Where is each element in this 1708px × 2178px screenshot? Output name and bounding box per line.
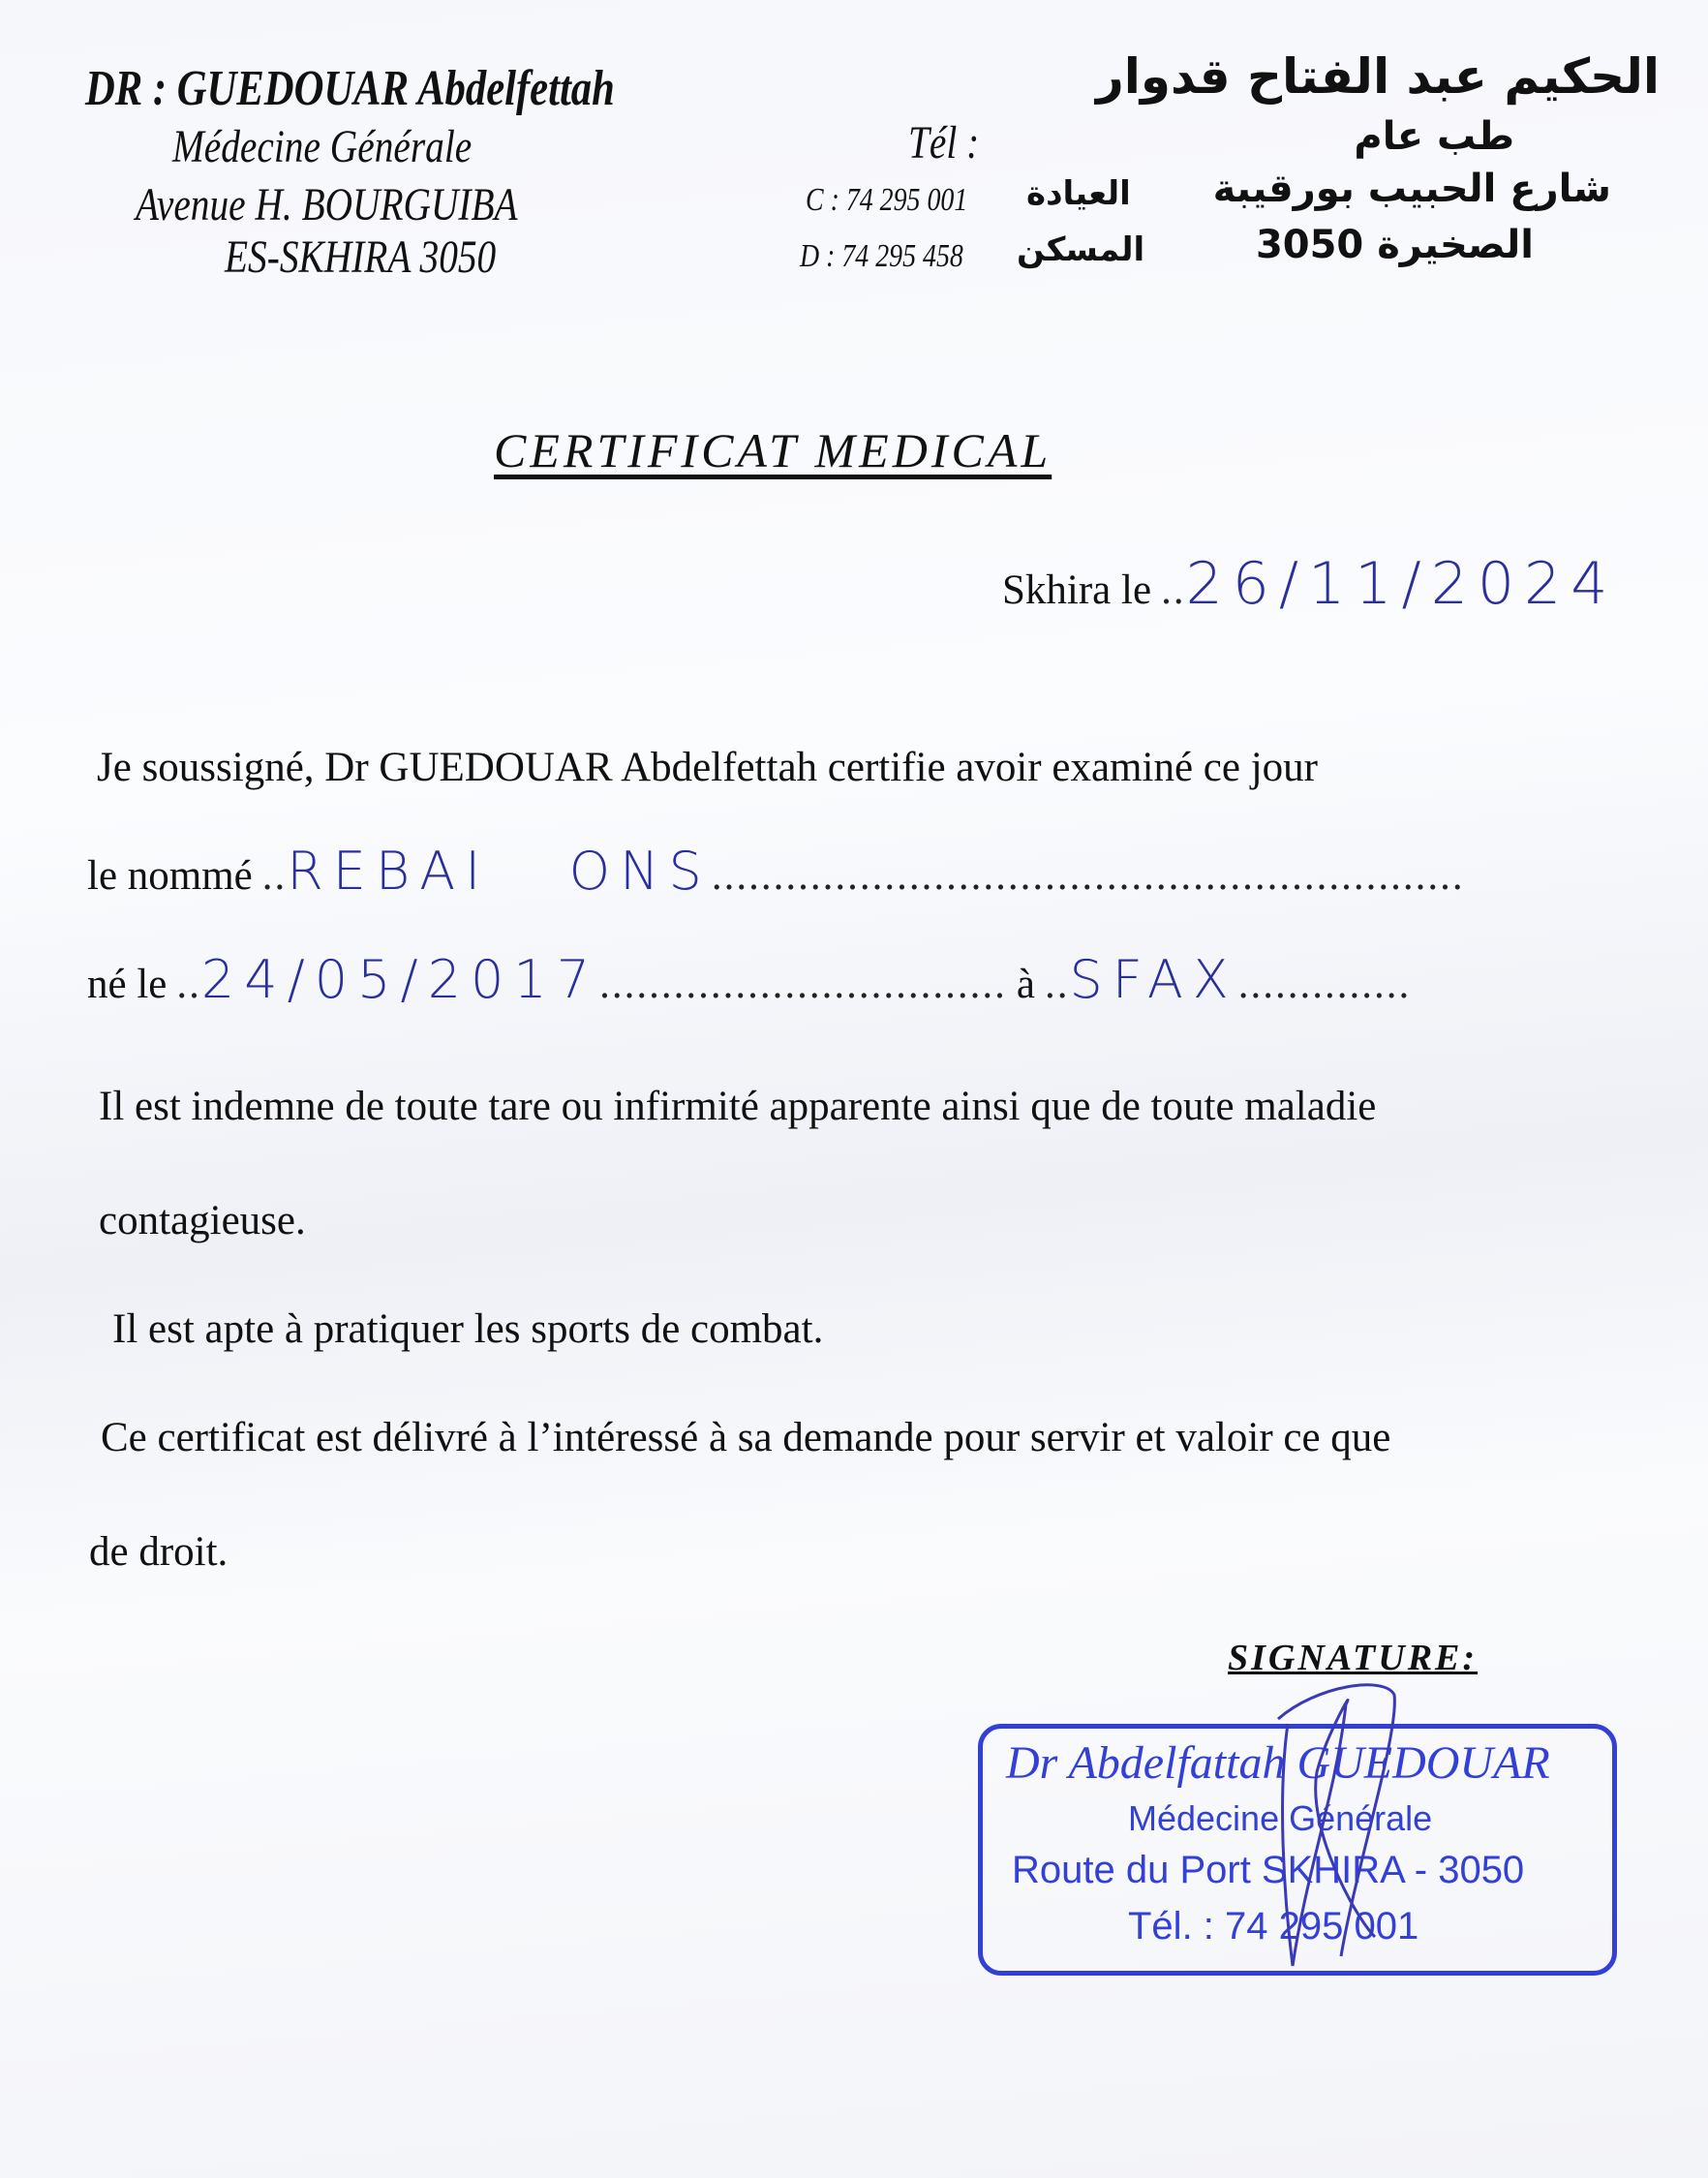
birth-place: SFAX <box>1069 949 1238 1010</box>
name-dots: ............................................................. <box>711 853 1465 899</box>
tel-cabinet-ar: العيادة <box>1026 174 1131 213</box>
name-label: le nommé <box>87 853 253 899</box>
city-ar: الصخيرة 3050 <box>1255 223 1534 267</box>
stamp-line-4: Tél. : 74 295 001 <box>1128 1905 1419 1948</box>
name-row <box>87 841 1465 902</box>
place-dots-before: .. <box>1044 962 1070 1007</box>
place-dots: .............. <box>1237 962 1412 1007</box>
tel-domicile-ar: المسكن <box>1017 230 1145 269</box>
certificate-date: 26/11/2024 <box>1185 550 1618 618</box>
body-line-5: contagieuse. <box>99 1198 306 1243</box>
signature-label: SIGNATURE: <box>1228 1638 1479 1678</box>
doctor-name-ar: الحكيم عبد الفتاح قدوار <box>1095 48 1660 105</box>
body-line-8: de droit. <box>89 1529 229 1575</box>
handwritten-signature <box>1249 1675 1443 1985</box>
specialty-ar: طب عام <box>1354 114 1514 159</box>
patient-name: REBAI ONS <box>287 841 712 902</box>
doctor-name: DR : GUEDOUAR Abdelfettah <box>85 61 615 116</box>
city: ES-SKHIRA 3050 <box>225 231 497 283</box>
birth-row <box>87 949 1411 1010</box>
address: Avenue H. BOURGUIBA <box>136 179 518 230</box>
body-line-1: Je soussigné, Dr GUEDOUAR Abdelfettah certifie avoir examiné ce jour <box>97 745 1318 790</box>
birth-dots-before: .. <box>176 962 201 1007</box>
specialty: Médecine Générale <box>172 121 473 172</box>
document-title: CERTIFICAT MEDICAL <box>494 423 1052 477</box>
birth-dots: ................................. <box>599 962 1007 1007</box>
signature-stroke <box>1278 1685 1394 1966</box>
birth-date: 24/05/2017 <box>200 949 600 1010</box>
birth-label: né le <box>87 962 168 1007</box>
stamp-line-1: Dr Abdelfattah GUEDOUAR <box>1006 1737 1550 1789</box>
stamp-line-3: Route du Port SKHIRA - 3050 <box>1012 1849 1525 1891</box>
stamp-line-2: Médecine Générale <box>1128 1798 1433 1838</box>
body-line-7: Ce certificat est délivré à l’intéressé à sa demande pour servir et valoir ce que <box>101 1415 1391 1460</box>
name-dots-before: .. <box>261 853 288 899</box>
body-line-6: Il est apte à pratiquer les sports de combat. <box>112 1306 824 1352</box>
address-ar: شارع الحبيب بورقيبة <box>1212 167 1611 211</box>
birth-place-label: à <box>1016 962 1035 1007</box>
body-line-4: Il est indemne de toute tare ou infirmité apparente ainsi que de toute maladie <box>99 1084 1377 1129</box>
tel-domicile: D : 74 295 458 <box>800 238 963 274</box>
place-label: Skhira le <box>1002 568 1152 613</box>
place-date-row <box>1002 550 1617 618</box>
tel-cabinet: C : 74 295 001 <box>806 182 968 218</box>
tel-label: Tél : <box>908 117 980 169</box>
date-dots: .. <box>1161 568 1186 613</box>
